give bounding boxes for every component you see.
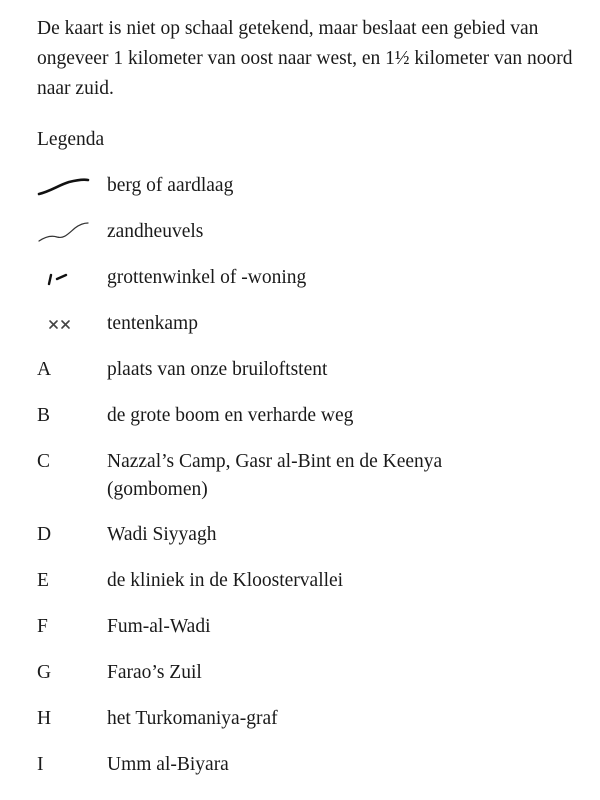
legend-label: tentenkamp [107,313,198,334]
legend-item-i [0,751,600,779]
cave-dash-icon [37,264,97,292]
legend-label: Nazzal’s Camp, Gasr al-Bint en de Keenya [107,451,443,472]
legend-letter: A [37,359,52,380]
legend-label: Wadi Siyyagh [107,524,217,545]
legend-item-e [0,567,600,595]
legend-letter: G [37,662,52,683]
legend-label: grottenwinkel of -woning [107,267,307,288]
sand-dune-line-icon [37,218,97,246]
legend-item-a [0,356,600,384]
legend-item-f [0,613,600,641]
legend-item-tent-camp [0,310,600,338]
legend-label: de grote boom en verharde weg [107,405,354,426]
legend-letter: C [37,451,51,472]
tent-camp-icon [37,310,97,338]
legend-letter: E [37,570,49,591]
legend-item-g [0,659,600,687]
legend-label: het Turkomaniya-graf [107,708,278,729]
legend-item-mountain [0,172,600,200]
legend-label-continued: (gombomen) [107,479,208,500]
legend-item-h [0,705,600,733]
legend-item-d [0,521,600,549]
legend-item-c [0,448,600,504]
intro-paragraph: De kaart is niet op schaal getekend, maar beslaat een gebied van ongeveer 1 kilometer van oost naar west, en 1½ kilometer van noord naar zuid. [37,18,573,99]
legend-label: Umm al-Biyara [107,754,229,775]
legend-label: berg of aardlaag [107,175,234,196]
legend-letter: B [37,405,51,426]
legend-letter: F [37,616,48,637]
legend-label: plaats van onze bruiloftstent [107,359,328,380]
legend-title: Legenda [37,129,105,150]
legend-item-b [0,402,600,430]
legend-label: de kliniek in de Kloostervallei [107,570,344,591]
legend-letter: H [37,708,52,729]
legend-item-sand-dunes [0,218,600,246]
legend-letter: D [37,524,52,545]
legend-label: zandheuvels [107,221,204,242]
legend-item-cave [0,264,600,292]
mountain-line-icon [37,172,97,200]
legend-letter: I [37,754,44,775]
legend-label: Farao’s Zuil [107,662,202,683]
legend-label: Fum-al-Wadi [107,616,211,637]
